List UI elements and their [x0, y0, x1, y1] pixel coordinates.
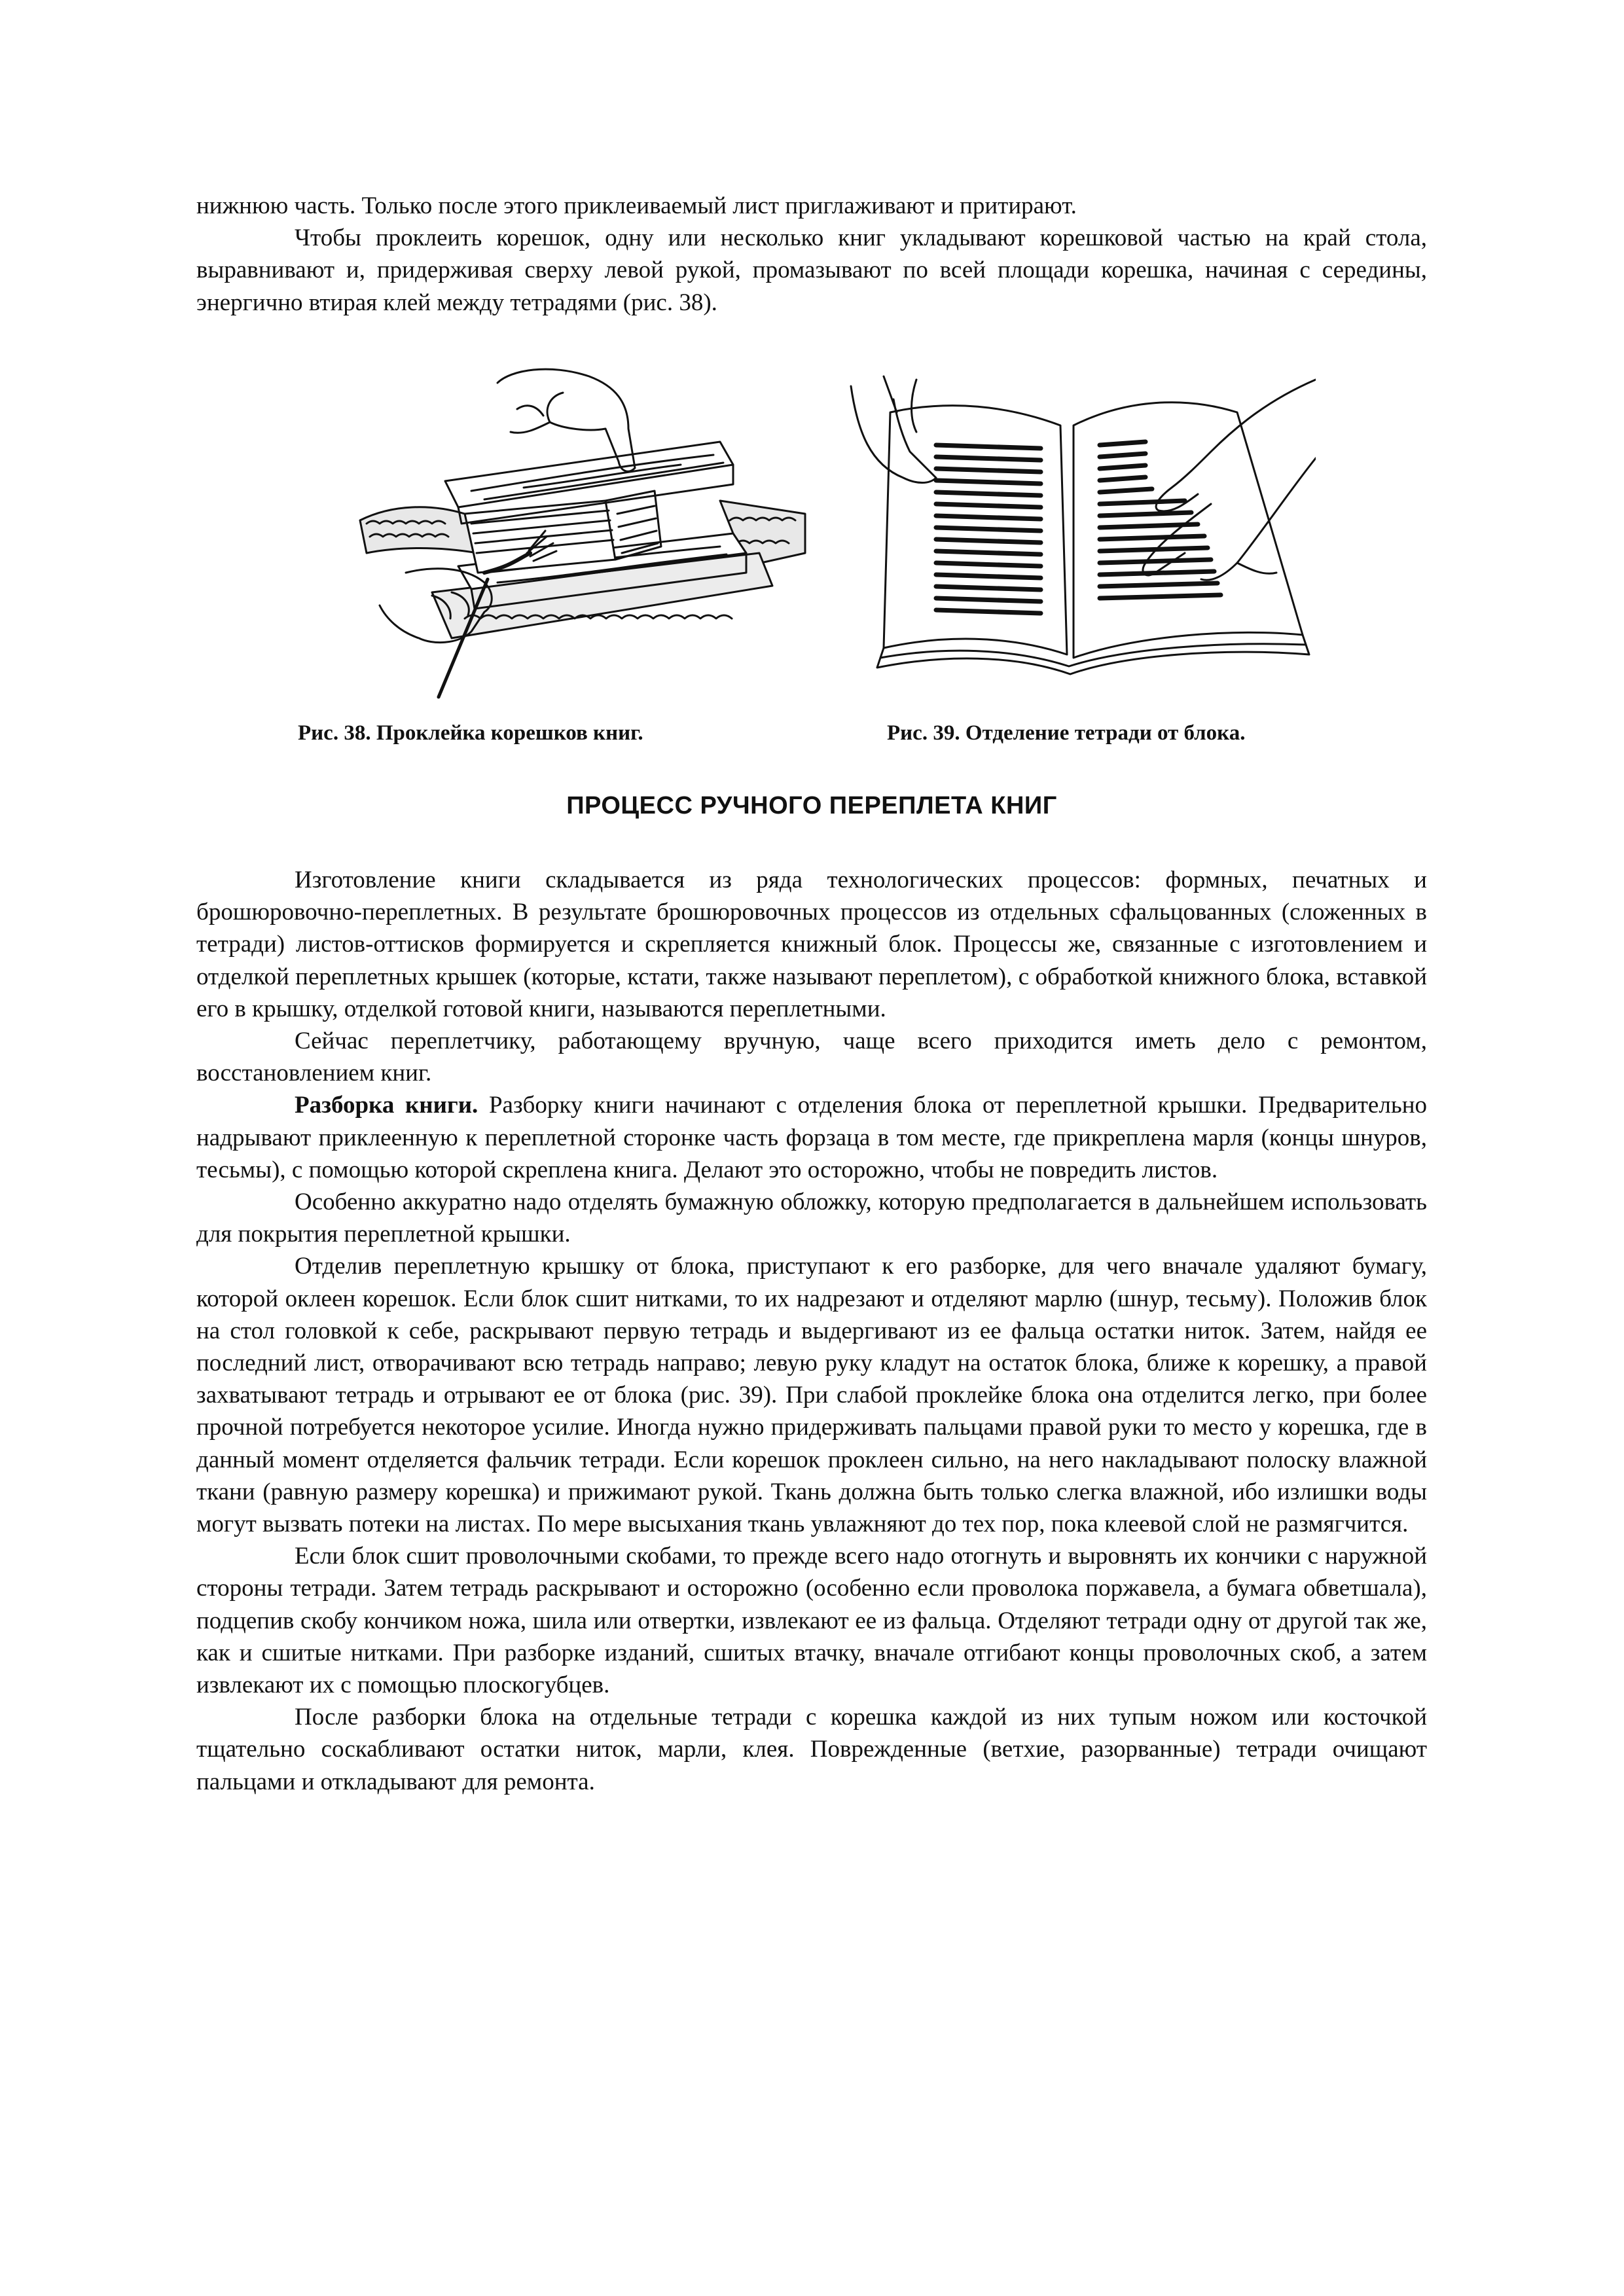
paragraph-separation: Отделив переплетную крышку от блока, приступают к его разборке, для чего вначале удаляют бумагу, которой оклеен корешок. Если блок сшит нитками, то их надрезают и отделяют марлю (шнур, тесьму). Положив блок на стол головкой к себе, раскрывают первую тетрадь и выдергивают из ее фальца остатки ниток. Затем, найдя ее последний лист, отворачивают всю тетрадь направо; левую руку кладут на остаток блока, ближе к корешку, а правой захватывают тетрадь и отрывают ее от блока (рис. 39). При слабой проклейке блока она отделится легко, при более прочной потребуется некоторое усилие. Иногда нужно придерживать пальцами правой руки то место у корешка, где в данный момент отделяется фальчик тетради. Если корешок проклеен сильно, на него накладывают полоску влажной ткани (равную размеру корешка) и прижимают рукой. Ткань должна быть только слегка влажной, ибо излишки воды могут вызвать потеки на листах. По мере высыхания ткань увлажняют до тех пор, пока клеевой слой не размягчится. — [196, 1253, 1427, 1538]
paragraph-cleaning: После разборки блока на отдельные тетради с корешка каждой из них тупым ножом или косточкой тщательно соскабливают остатки ниток, марли, клея. Поврежденные (ветхие, разорванные) тетради очищают пальцами и откладывают для ремонта. — [196, 1704, 1427, 1795]
paragraph-cover: Особенно аккуратно надо отделять бумажную обложку, которую предполагается в дальнейшем использовать для покрытия переплетной крышки. — [196, 1189, 1427, 1248]
figure-38-caption: Рис. 38. Проклейка корешков книг. — [298, 721, 643, 745]
figure-39-caption: Рис. 39. Отделение тетради от блока. — [887, 721, 1246, 745]
paragraph-disassembly — [196, 1089, 1427, 1186]
intro-text — [196, 190, 1427, 319]
paragraph-spine-gluing: Чтобы проклеить корешок, одну или несколько книг укладывают корешковой частью на край стола, выравнивают и, придерживая сверху левой рукой, промазывают по всей площади корешка, начиная с середины, энергично втирая клей между тетрадями (рис. 38). — [196, 224, 1427, 316]
paragraph-continuation: нижнюю часть. Только после этого приклеиваемый лист приглаживают и притирают. — [196, 192, 1077, 219]
disassembly-heading: Разборка книги. — [295, 1092, 478, 1119]
disassembly-text: Разборку книги начинают с отделения блока от переплетной крышки. Предварительно надрывают приклеенную к переплетной сторонке часть форзаца в том месте, где прикреплена марля (концы шнуров, тесьмы), с помощью которой скреплена книга. Делают это осторожно, чтобы не повредить листов. — [196, 1092, 1427, 1183]
paragraph-intro: Изготовление книги складывается из ряда технологических процессов: формных, печатных и брошюровочно-переплетных. В результате брошюровочных процессов из отдельных сфальцованных (сложенных в тетради) листов-оттисков формируется и скрепляется книжный блок. Процессы же, связанные с изготовлением и отделкой переплетных крышек (которые, кстати, также называют переплетом), с обработкой книжного блока, вставкой его в крышку, отделкой готовой книги, называются переплетными. — [196, 867, 1427, 1022]
separating-signature-illustration — [844, 373, 1316, 700]
paragraph-repair: Сейчас переплетчику, работающему вручную, чаще всего приходится иметь дело с ремонтом, восстановлением книг. — [196, 1028, 1427, 1087]
section-title: ПРОЦЕСС РУЧНОГО ПЕРЕПЛЕТА КНИГ — [566, 792, 1057, 819]
gluing-book-spines-illustration — [353, 357, 812, 700]
paragraph-wire-staples: Если блок сшит проволочными скобами, то прежде всего надо отогнуть и выровнять их кончики с наружной стороны тетради. Затем тетрадь раскрывают и осторожно (особенно если проволока поржавела, а бумага обветшала), подцепив скобу кончиком ножа, шила или отвертки, извлекают ее из фальца. Отделяют тетради одну от другой так же, как и сшитые нитками. При разборке изданий, сшитых втачку, вначале отгибают концы проволочных скоб, а затем извлекают их с помощью плоскогубцев. — [196, 1543, 1427, 1699]
main-text — [196, 864, 1427, 1798]
